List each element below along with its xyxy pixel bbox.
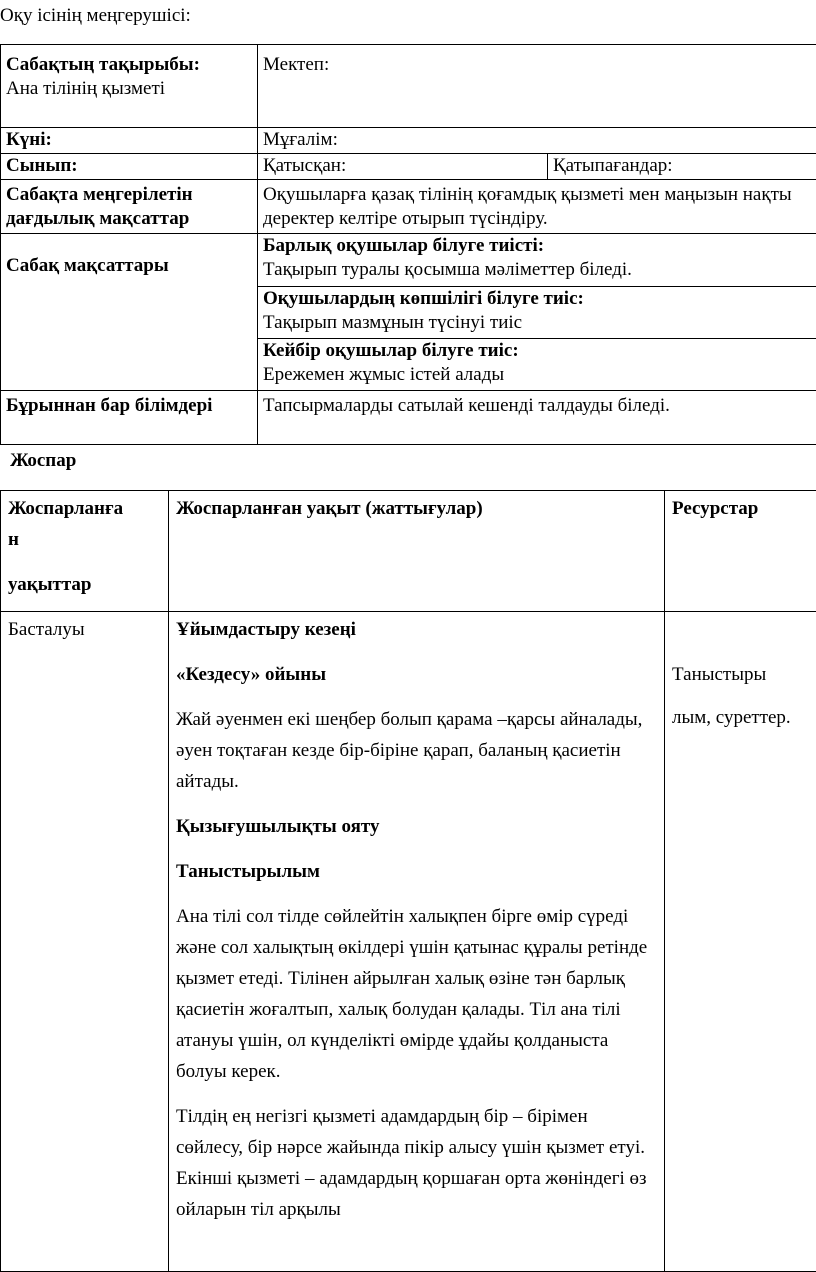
heading-organization: Ұйымдастыру кезеңі: [176, 614, 657, 645]
col3-label: Ресурстар: [672, 493, 810, 524]
plan-header-row: [1, 491, 816, 612]
col2-label: Жоспарланған уақыт (жаттығулар): [176, 493, 657, 524]
col1-part-b: н: [8, 524, 161, 555]
plan-title: Жоспар: [10, 450, 76, 472]
topic-label: Сабақтың тақырыбы:: [6, 54, 200, 75]
objective-most-title: Оқушылардың көпшілігі білуге тиіс:: [263, 288, 584, 309]
paragraph-game: Жай әуенмен екі шеңбер болып қарама –қарсы айналады, әуен тоқтаған кезде бір-біріне қарап, баланың қасиетін айтады.: [176, 704, 657, 797]
objective-some-title: Кейбір оқушылар білуге тиіс:: [263, 340, 519, 361]
skills-value: Оқушыларға қазақ тілінің қоғамдық қызметі мен маңызын нақты деректер келтіре отырып түсіндіру.: [263, 184, 792, 229]
date-row: [1, 128, 816, 154]
class-label: Сынып:: [6, 155, 78, 176]
topic-value: Ана тілінің қызметі: [6, 78, 165, 99]
resource-part-b: лым, суреттер.: [672, 702, 810, 733]
col1-part-a: Жоспарланға: [8, 493, 161, 524]
stage-label: Басталуы: [8, 614, 161, 645]
prior-value: Тапсырмаларды сатылай кешенді талдауды біледі.: [263, 395, 670, 416]
objectives-label-cell: [1, 234, 258, 391]
present-label: Қатысқан:: [263, 155, 346, 176]
objectives-label: Сабақ мақсаттары: [6, 255, 169, 276]
date-label: Күні:: [6, 129, 52, 150]
paragraph-language-function: Тілдің ең негізгі қызметі адамдардың бір – бірімен сөйлесу, бір нәрсе жайында пікір алысу үшін қызмет етуі. Екінші қызметі – адамдардың қоршаған орта жөніндегі өз ойларын тіл арқылы: [176, 1101, 657, 1225]
heading-presentation: Таныстырылым: [176, 856, 657, 887]
resource-part-a: Таныстыры: [672, 659, 810, 690]
objective-all-text: Тақырып туралы қосымша мәліметтер біледі.: [263, 259, 632, 280]
plan-col3-header: [665, 491, 816, 612]
school-cell: [258, 45, 816, 128]
plan-table: [0, 490, 816, 1272]
topic-row: [1, 45, 816, 128]
class-row: [1, 154, 816, 180]
lesson-info-table: [0, 44, 816, 445]
heading-game: «Кездесу» ойыны: [176, 659, 657, 690]
col1-part-c: уақыттар: [8, 569, 161, 600]
activities-cell: [169, 612, 665, 1272]
objective-all-row: [1, 234, 816, 287]
teacher-label: Мұғалім:: [263, 129, 338, 150]
plan-col2-header: [169, 491, 665, 612]
absent-label: Қатыпағандар:: [553, 155, 673, 176]
topic-cell: [1, 45, 258, 128]
objective-all-title: Барлық оқушылар білуге тиісті:: [263, 235, 544, 256]
heading-interest: Қызығушылықты ояту: [176, 811, 657, 842]
skills-label: Сабақта меңгерілетін дағдылық мақсаттар: [6, 184, 193, 229]
prior-row: [1, 391, 816, 445]
stage-cell: [1, 612, 169, 1272]
school-label: Мектеп:: [263, 54, 329, 75]
plan-col1-header: [1, 491, 169, 612]
paragraph-mother-tongue: Ана тілі сол тілде сөйлейтін халықпен бірге өмір сүреді және сол халықтың өкілдері үшін қатынас құралы ретінде қызмет етеді. Тілінен айрылған халық өзіне тән барлық қасиетін жоғалтып, халық болудан қалады. Тіл ана тілі атануы үшін, ол күнделікті өмірде ұдайы қолданыста болуы керек.: [176, 901, 657, 1087]
page-header: Оқу ісінің меңгерушісі:: [0, 5, 191, 27]
prior-label: Бұрыннан бар білімдері: [6, 395, 212, 416]
plan-start-row: [1, 612, 816, 1272]
resources-cell: [665, 612, 816, 1272]
objective-some-text: Ережемен жұмыс істей алады: [263, 364, 504, 385]
skills-row: [1, 180, 816, 234]
objective-most-text: Тақырып мазмұнын түсінуі тиіс: [263, 312, 522, 333]
